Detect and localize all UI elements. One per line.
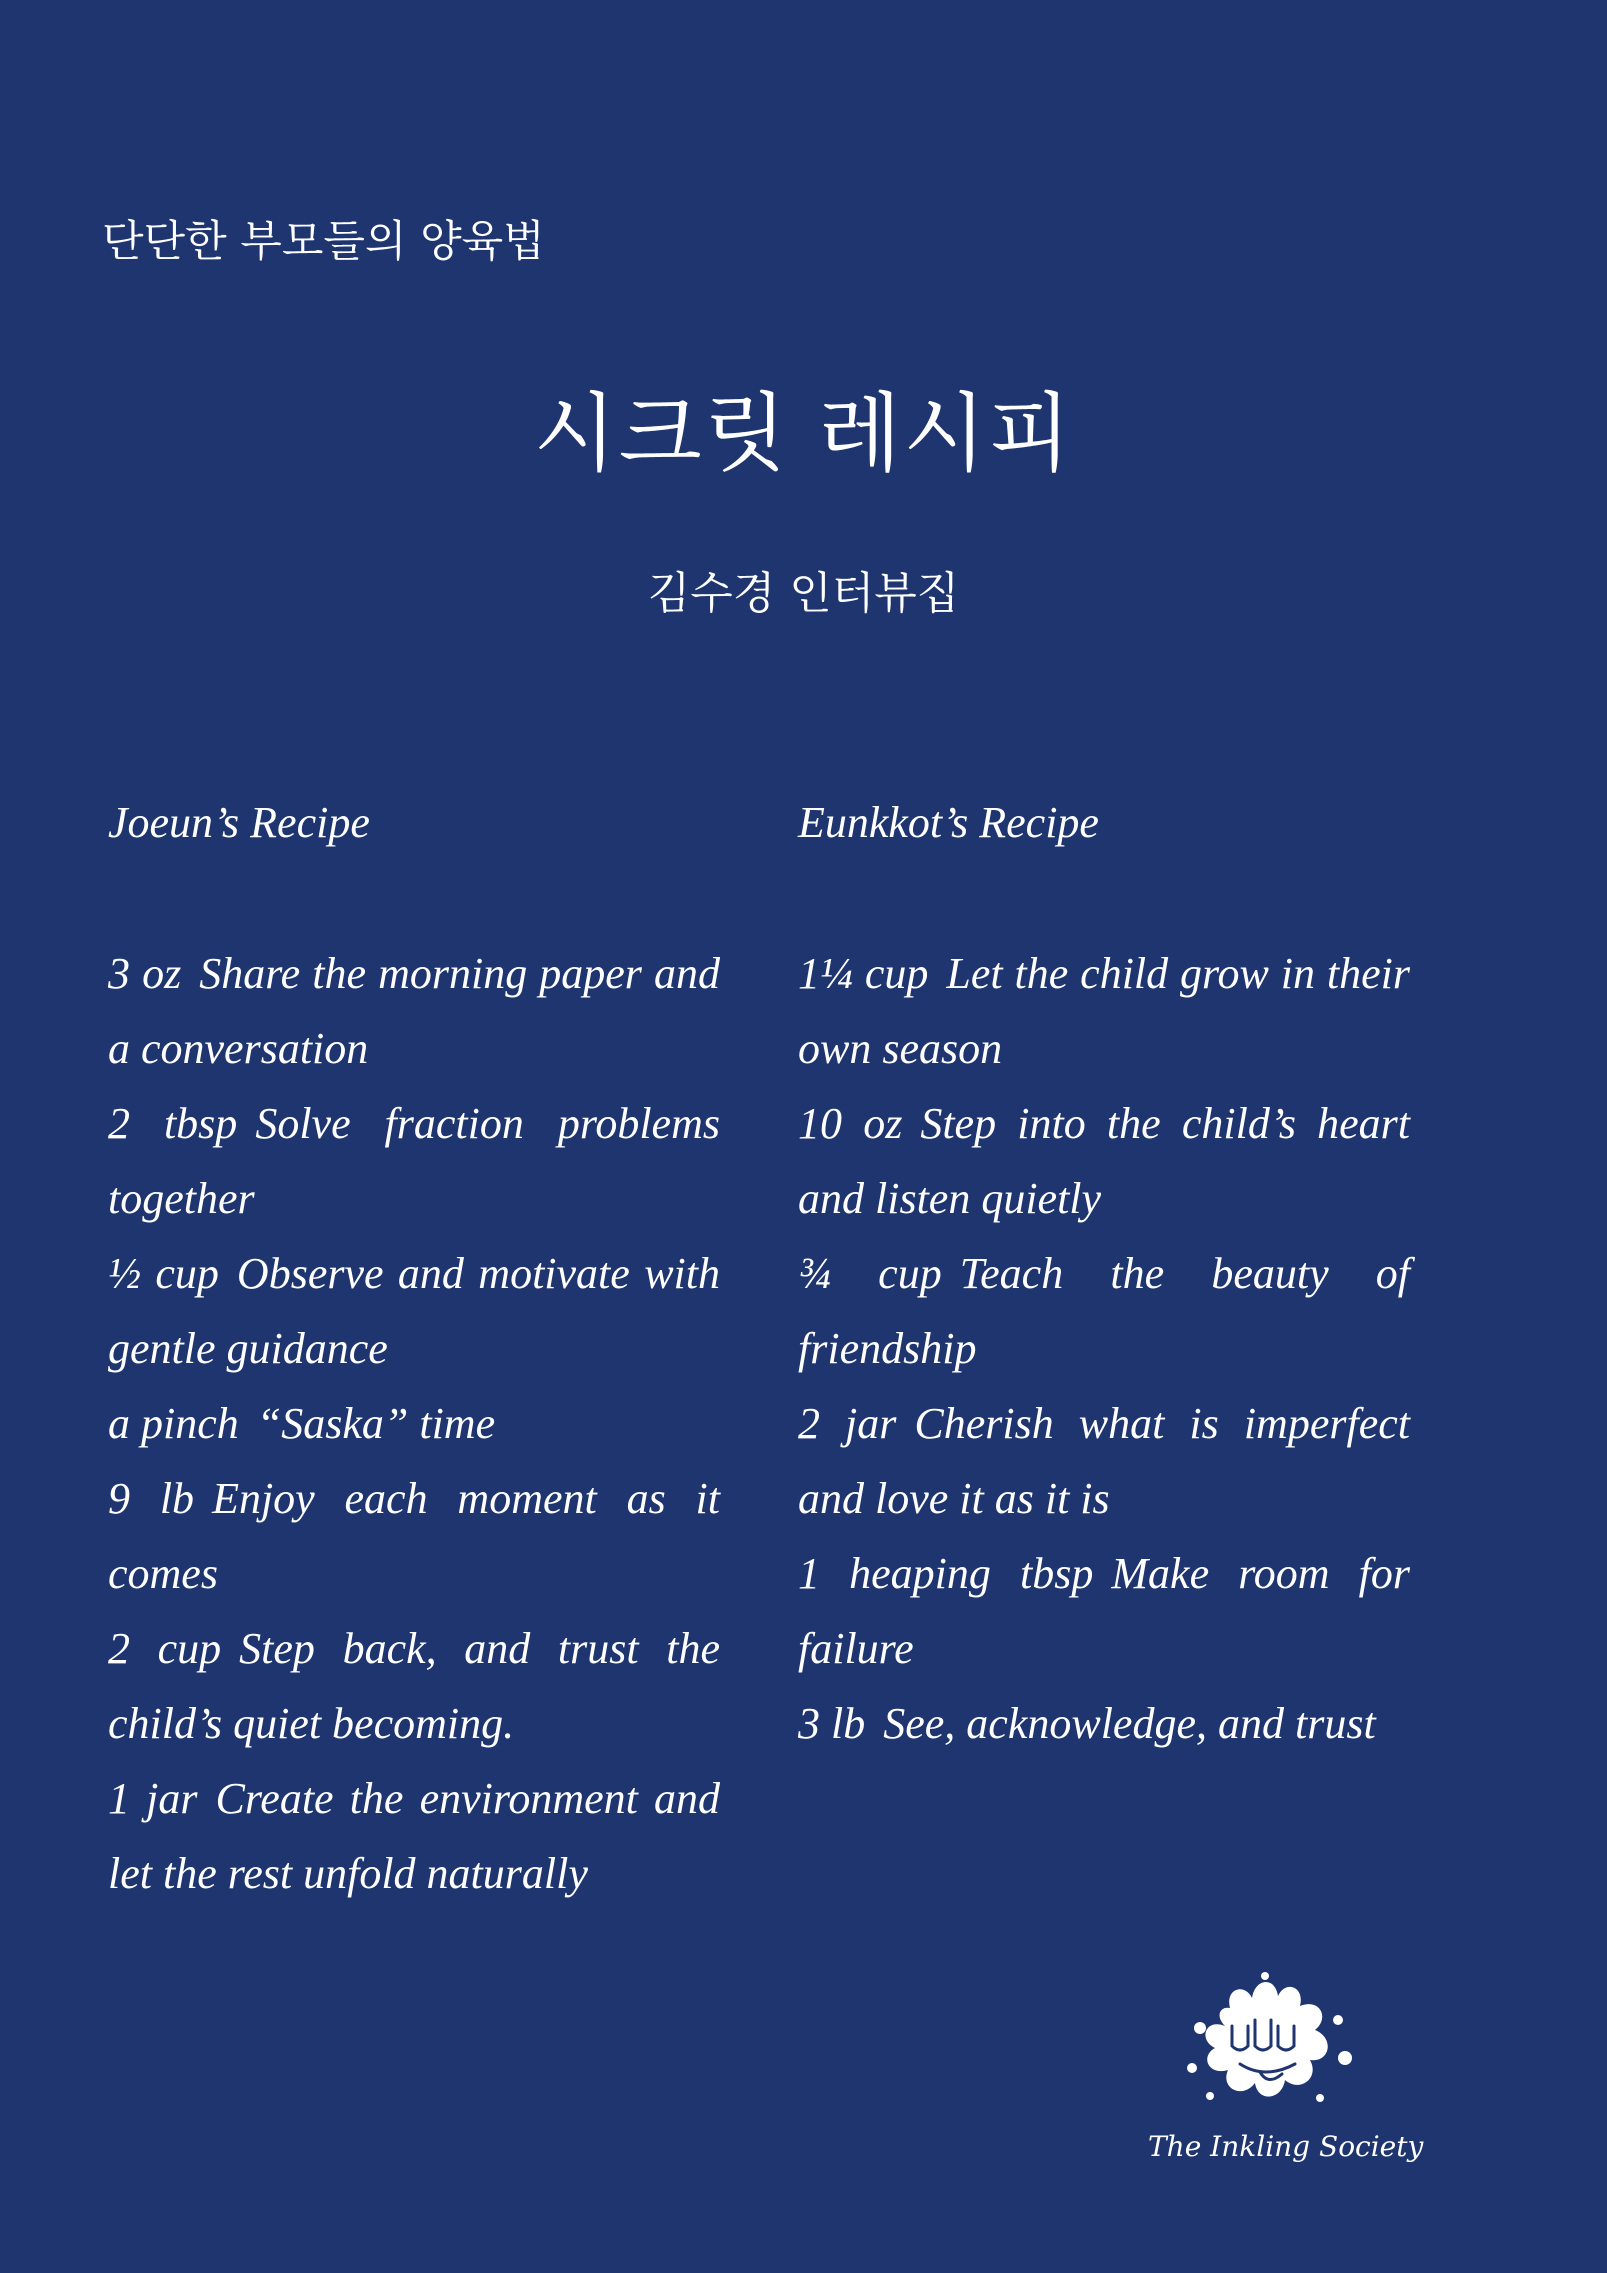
recipe-item [798, 1236, 1410, 1386]
recipe-quantity: 2 jar [798, 1399, 897, 1448]
recipe-quantity: a pinch [108, 1399, 239, 1448]
recipe-item [798, 1386, 1410, 1536]
ink-splash-logo-icon [1170, 1968, 1366, 2118]
recipe-item [798, 936, 1410, 1086]
logo-wordmark: The Inkling Society [1148, 2130, 1424, 2163]
recipe-instruction: Step back, and trust the child’s quiet becoming. [108, 1624, 720, 1748]
recipe-quantity: 3 oz [108, 949, 182, 998]
recipe-instruction: Create the environment and let the rest unfold naturally [108, 1774, 720, 1898]
recipe-quantity: ½ cup [108, 1249, 219, 1298]
recipe-list [798, 936, 1410, 1761]
recipe-instruction: Cherish what is imperfect and love it as it is [798, 1399, 1410, 1523]
recipe-quantity: 1 heaping tbsp [798, 1549, 1094, 1598]
recipe-item [108, 1386, 720, 1461]
recipe-instruction: Enjoy each moment as it comes [108, 1474, 720, 1598]
subtitle: 김수경 인터뷰집 [647, 568, 960, 619]
recipe-instruction: Let the child grow in their own season [798, 949, 1410, 1073]
recipe-list [108, 936, 720, 1911]
recipe-item [798, 1086, 1410, 1236]
recipe-instruction: See, acknowledge, and trust [883, 1699, 1376, 1748]
recipe-item [108, 1611, 720, 1761]
series-title: 단단한 부모들의 양육법 [102, 217, 545, 267]
recipe-instruction: Solve fraction problems together [108, 1099, 720, 1223]
recipe-instruction: Observe and motivate with gentle guidance [108, 1249, 720, 1373]
main-title: 시크릿 레시피 [533, 384, 1074, 484]
recipe-item [108, 1461, 720, 1611]
recipe-column-joeun [108, 788, 720, 1911]
recipe-instruction: Share the morning paper and a conversation [108, 949, 720, 1073]
recipe-item [108, 936, 720, 1086]
recipe-quantity: 10 oz [798, 1099, 903, 1148]
recipe-instruction: “Saska” time [256, 1399, 496, 1448]
publisher-logo [1148, 1968, 1424, 2176]
recipe-quantity: 3 lb [798, 1699, 866, 1748]
recipe-quantity: 1 jar [108, 1774, 198, 1823]
recipe-instruction: Teach the beauty of friendship [798, 1249, 1410, 1373]
recipe-item [108, 1761, 720, 1911]
recipe-quantity: 9 lb [108, 1474, 195, 1523]
recipe-item [108, 1086, 720, 1236]
recipe-instruction: Step into the child’s heart and listen quietly [798, 1099, 1411, 1223]
recipe-instruction: Make room for failure [798, 1549, 1410, 1673]
recipe-heading: Joeun’s Recipe [108, 798, 370, 847]
recipe-item [108, 1236, 720, 1386]
recipe-quantity: 1¼ cup [798, 949, 929, 998]
recipe-heading: Eunkkot’s Recipe [798, 798, 1099, 847]
recipe-item [798, 1686, 1410, 1761]
recipe-item [798, 1536, 1410, 1686]
recipe-quantity: 2 tbsp [108, 1099, 238, 1148]
recipe-column-eunkkot [798, 788, 1410, 1761]
recipe-quantity: ¾ cup [798, 1249, 942, 1298]
recipe-quantity: 2 cup [108, 1624, 222, 1673]
